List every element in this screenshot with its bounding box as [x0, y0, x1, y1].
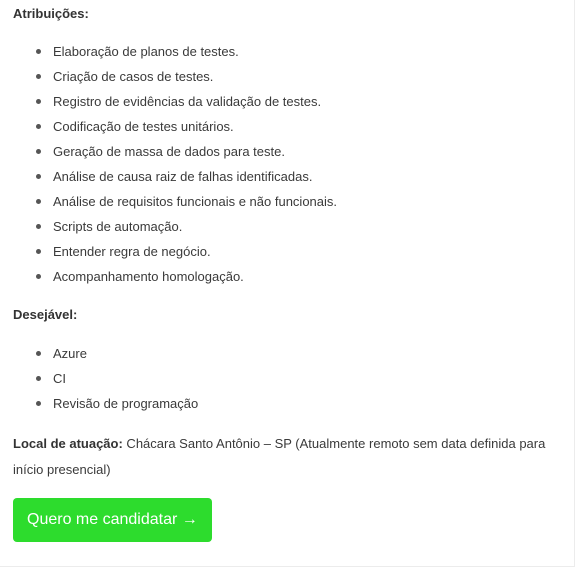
list-item — [13, 264, 558, 289]
list-item-text: Criação de casos de testes. — [53, 69, 214, 84]
bullet-icon — [36, 74, 41, 79]
list-item-text: Acompanhamento homologação. — [53, 269, 244, 284]
list-item — [13, 164, 558, 189]
list-item — [13, 64, 558, 89]
attributions-list — [13, 39, 558, 289]
bullet-icon — [36, 274, 41, 279]
list-item-text: Azure — [53, 346, 87, 361]
list-item — [13, 366, 558, 391]
apply-button[interactable]: Quero me candidatar → — [13, 498, 212, 542]
bullet-icon — [36, 149, 41, 154]
list-item — [13, 341, 558, 366]
work-location — [13, 431, 558, 483]
list-item-text: Entender regra de negócio. — [53, 244, 211, 259]
bullet-icon — [36, 224, 41, 229]
location-value: Chácara Santo Antônio – SP (Atualmente remoto sem data definida para início presencial) — [13, 436, 546, 477]
list-item-text: Registro de evidências da validação de testes. — [53, 94, 322, 109]
job-description — [13, 5, 558, 542]
bullet-icon — [36, 124, 41, 129]
list-item — [13, 89, 558, 114]
bullet-icon — [36, 401, 41, 406]
bullet-icon — [36, 376, 41, 381]
list-item — [13, 39, 558, 64]
bullet-icon — [36, 351, 41, 356]
list-item-text: Análise de causa raiz de falhas identificadas. — [53, 169, 313, 184]
desirable-heading: Desejável: — [13, 307, 78, 322]
list-item-text: Geração de massa de dados para teste. — [53, 144, 285, 159]
attributions-heading: Atribuições: — [13, 6, 89, 21]
list-item-text: Scripts de automação. — [53, 219, 183, 234]
list-item-text: Codificação de testes unitários. — [53, 119, 234, 134]
bullet-icon — [36, 174, 41, 179]
list-item — [13, 189, 558, 214]
bullet-icon — [36, 49, 41, 54]
desirable-list — [13, 341, 558, 416]
list-item — [13, 214, 558, 239]
list-item-text: Revisão de programação — [53, 396, 199, 411]
list-item-text: Elaboração de planos de testes. — [53, 44, 239, 59]
list-item — [13, 391, 558, 416]
list-item — [13, 139, 558, 164]
list-item-text: CI — [53, 371, 66, 386]
bullet-icon — [36, 99, 41, 104]
location-label: Local de atuação: — [13, 436, 123, 451]
list-item — [13, 114, 558, 139]
bullet-icon — [36, 199, 41, 204]
list-item — [13, 239, 558, 264]
bullet-icon — [36, 249, 41, 254]
list-item-text: Análise de requisitos funcionais e não funcionais. — [53, 194, 338, 209]
